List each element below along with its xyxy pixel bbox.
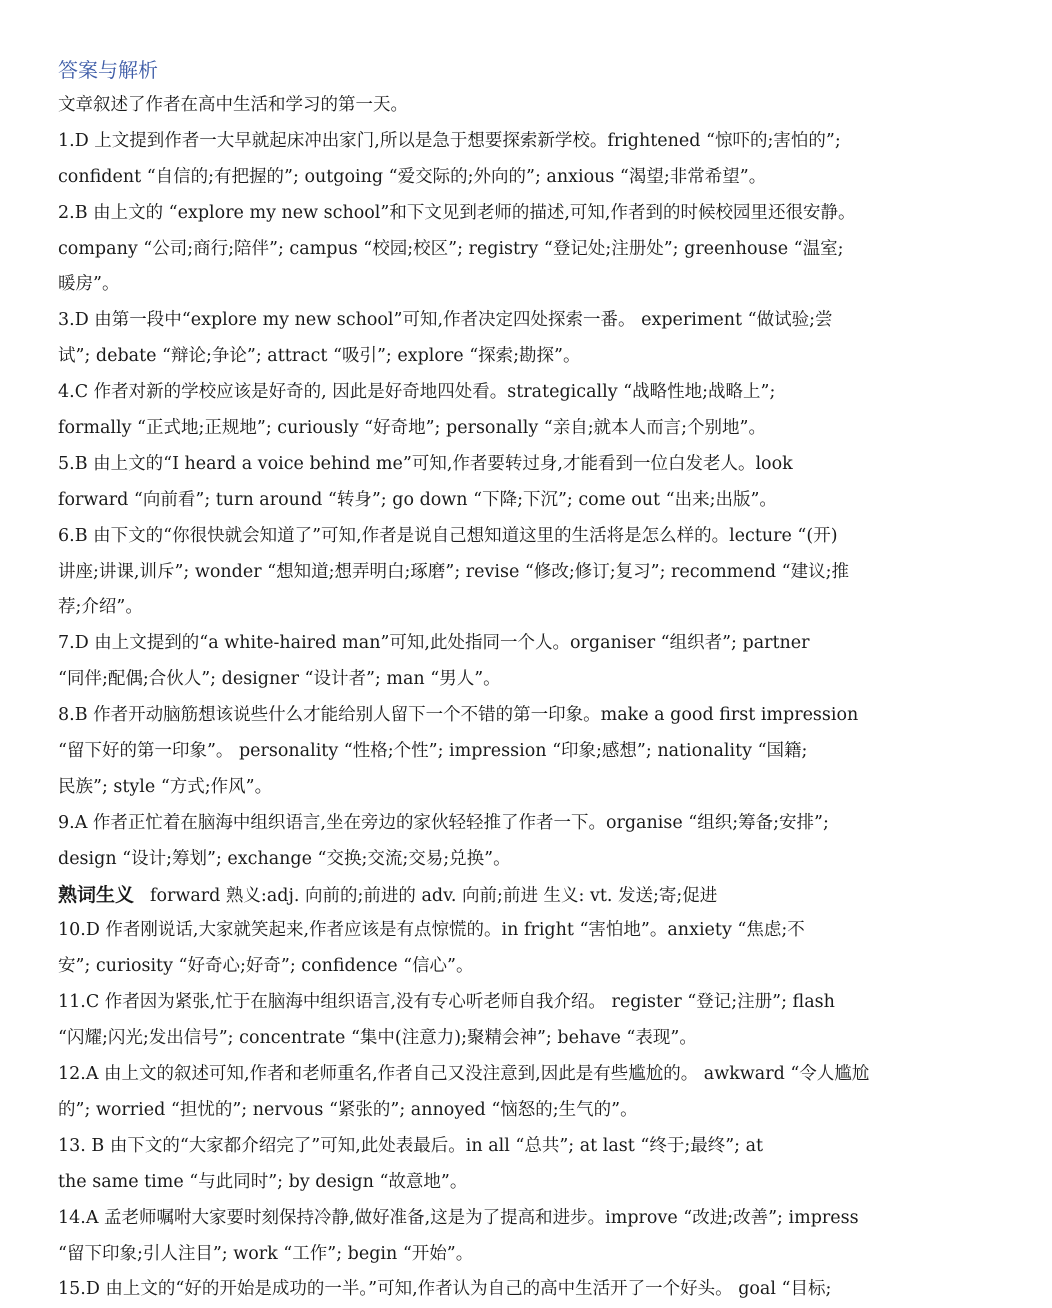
text-line: the same time “与此同时”; by design “故意地”。: [58, 1171, 468, 1192]
text-line: confident “自信的;有把握的”; outgoing “爱交际的;外向的”; anxious “渴望;非常希望”。: [58, 166, 767, 187]
vocab-label: 熟词生义: [58, 883, 135, 906]
text-line: 9.A 作者正忙着在脑海中组织语言,坐在旁边的家伙轻轻推了作者一下。organise “组织;筹备;安排”;: [58, 812, 829, 833]
text-line: 民族”; style “方式;作风”。: [58, 776, 273, 797]
text-line: “留下印象;引人注目”; work “工作”; begin “开始”。: [58, 1243, 474, 1264]
text-line: 7.D 由上文提到的“a white-haired man”可知,此处指同一个人。organiser “组织者”; partner: [58, 633, 810, 654]
text-line: 14.A 孟老师嘱咐大家要时刻保持冷静,做好准备,这是为了提高和进步。improve “改进;改善”; impress: [58, 1207, 859, 1228]
text-line: 的”; worried “担忧的”; nervous “紧张的”; annoyed “恼怒的;生气的”。: [58, 1099, 638, 1120]
text-line: 10.D 作者刚说话,大家就笑起来,作者应该是有点惊慌的。in fright “害怕地”。anxiety “焦虑;不: [58, 920, 805, 941]
text-line: 讲座;讲课,训斥”; wonder “想知道;想弄明白;琢磨”; revise “修改;修订;复习”; recommend “建议;推: [58, 561, 850, 582]
text-line: 2.B 由上文的 “explore my new school”和下文见到老师的描述,可知,作者到的时候校园里还很安静。: [58, 202, 856, 223]
text-line: 荐;介绍”。: [58, 597, 143, 618]
text-line: 5.B 由上文的“I heard a voice behind me”可知,作者要转过身,才能看到一位白发老人。look: [58, 453, 793, 474]
text-line: 13. B 由下文的“大家都介绍完了”可知,此处表最后。in all “总共”; at last “终于;最终”; at: [58, 1135, 764, 1156]
text-line: 12.A 由上文的叙述可知,作者和老师重名,作者自己又没注意到,因此是有些尴尬的。 awkward “令人尴尬: [58, 1064, 870, 1085]
text-line: “留下好的第一印象”。 personality “性格;个性”; impression “印象;感想”; nationality “国籍;: [58, 741, 808, 762]
text-line: forward “向前看”; turn around “转身”; go down “下降;下沉”; come out “出来;出版”。: [58, 489, 777, 510]
text-line: design “设计;筹划”; exchange “交换;交流;交易;兑换”。: [58, 848, 511, 869]
text-line: 11.C 作者因为紧张,忙于在脑海中组织语言,没有专心听老师自我介绍。 register “登记;注册”; flash: [58, 992, 835, 1013]
text-line: formally “正式地;正规地”; curiously “好奇地”; personally “亲自;就本人而言;个别地”。: [58, 418, 766, 439]
text-line: 3.D 由第一段中“explore my new school”可知,作者决定四处探索一番。 experiment “做试验;尝: [58, 310, 833, 331]
text-line: 8.B 作者开动脑筋想该说些什么才能给别人留下一个不错的第一印象。make a good first impression: [58, 705, 859, 726]
answer-document: [58, 52, 1034, 1308]
text-line: 安”; curiosity “好奇心;好奇”; confidence “信心”。: [58, 956, 474, 977]
vocab-note: [58, 878, 1034, 914]
text-line: 15.D 由上文的“好的开始是成功的一半。”可知,作者认为自己的高中生活开了一个好头。 goal “目标;: [58, 1279, 832, 1300]
text-line: 1.D 上文提到作者一大早就起床冲出家门,所以是急于想要探索新学校。frightened “惊吓的;害怕的”;: [58, 130, 841, 151]
text-line: 暖房”。: [58, 274, 120, 295]
vocab-text: forward 熟义:adj. 向前的;前进的 adv. 向前;前进 生义: vt. 发送;寄;促进: [150, 885, 718, 906]
text-line: 文章叙述了作者在高中生活和学习的第一天。: [58, 95, 408, 115]
text-line: 试”; debate “辩论;争论”; attract “吸引”; explore “探索;勘探”。: [58, 346, 581, 367]
text-line: 6.B 由下文的“你很快就会知道了”可知,作者是说自己想知道这里的生活将是怎么样的。lecture “(开): [58, 525, 838, 546]
text-line: company “公司;商行;陪伴”; campus “校园;校区”; registry “登记处;注册处”; greenhouse “温室;: [58, 238, 844, 259]
text-line: “闪耀;闪光;发出信号”; concentrate “集中(注意力);聚精会神”; behave “表现”。: [58, 1028, 697, 1049]
text-line: 4.C 作者对新的学校应该是好奇的, 因此是好奇地四处看。strategically “战略性地;战略上”;: [58, 382, 776, 403]
text-line: “同伴;配偶;合伙人”; designer “设计者”; man “男人”。: [58, 669, 501, 690]
section-heading: 答案与解析: [58, 58, 158, 82]
